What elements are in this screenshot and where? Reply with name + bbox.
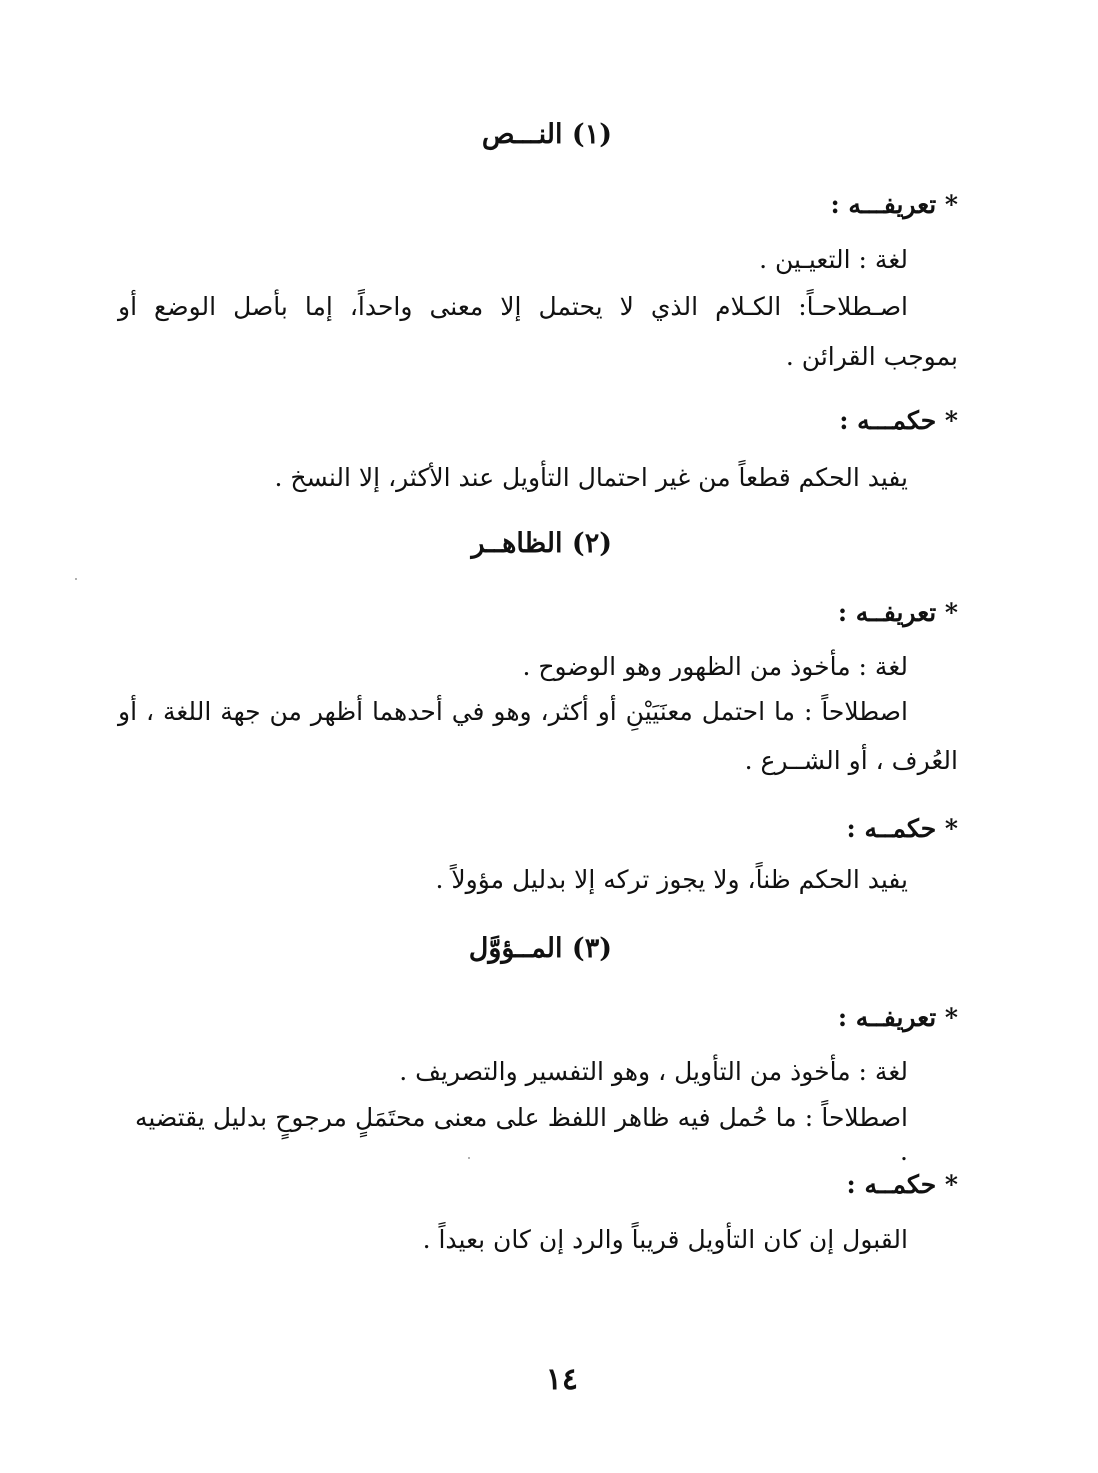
section-title-muawwal: (٣) المــؤوَّل <box>468 933 612 964</box>
definition-label-muawwal: * تعريفــه : <box>837 1003 958 1032</box>
istilah-nass-line-2: بموجب القرائن . <box>785 342 958 371</box>
istilah-zahir-line-2: العُرف ، أو الشــرع . <box>744 746 958 775</box>
istilah-nass-line-1: اصـطلاحـاً: الكـلام الذي لا يحتمل إلا معنى واحداً، إما بأصل الوضع أو <box>118 292 908 321</box>
definition-label-nass: * تعريفـــه : <box>830 190 958 219</box>
istilah-muawwal: اصطلاحاً : ما حُمل فيه ظاهر اللفظ على معنى محتَمَلٍ مرجوحٍ بدليل يقتضيه . <box>135 1103 908 1166</box>
scan-speck <box>468 1157 470 1159</box>
ruling-zahir: يفيد الحكم ظناً، ولا يجوز تركه إلا بدليل مؤولاً . <box>435 865 908 894</box>
ruling-label-nass: * حكمـــه : <box>839 406 958 435</box>
lugha-muawwal: لغة : مأخوذ من التأويل ، وهو التفسير والتصريف . <box>399 1057 908 1086</box>
section-title-zahir: (٢) الظاهــر <box>471 528 612 559</box>
lugha-zahir: لغة : مأخوذ من الظهور وهو الوضوح . <box>522 652 908 681</box>
page-number: ١٤ <box>545 1362 578 1397</box>
lugha-nass: لغة : التعيـين . <box>759 245 908 274</box>
scan-speck <box>75 578 77 580</box>
section-title-nass: (١) النـــص <box>481 119 612 150</box>
ruling-label-zahir: * حكمــه : <box>846 814 958 843</box>
definition-label-zahir: * تعريفــه : <box>837 598 958 627</box>
ruling-muawwal: القبول إن كان التأويل قريباً والرد إن كان بعيداً . <box>422 1225 908 1254</box>
istilah-zahir-line-1: اصطلاحاً : ما احتمل معنَيَيْنِ أو أكثر، وهو في أحدهما أظهر من جهة اللغة ، أو <box>118 697 908 726</box>
ruling-nass: يفيد الحكم قطعاً من غير احتمال التأويل عند الأكثر، إلا النسخ . <box>274 463 908 492</box>
ruling-label-muawwal: * حكمــه : <box>846 1170 958 1199</box>
